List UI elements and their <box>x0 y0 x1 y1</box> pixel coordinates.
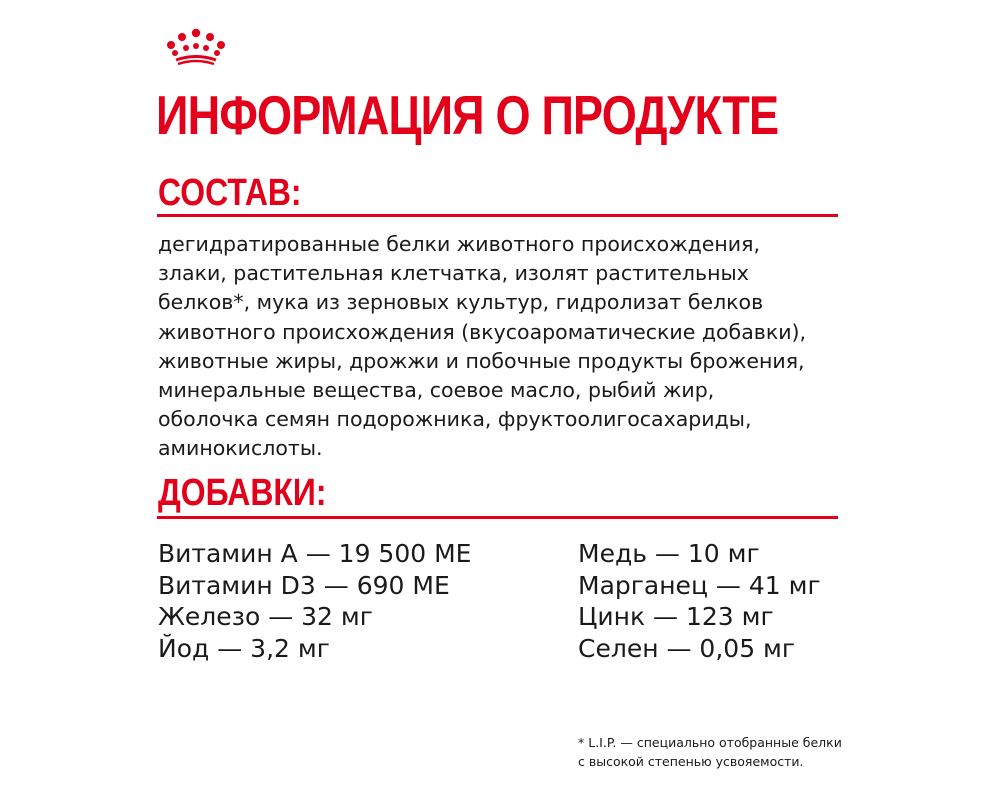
additive-item: Железо — 32 мг <box>158 602 373 631</box>
composition-line: животные жиры, дрожжи и побочные продукты брожения, <box>158 348 805 373</box>
additive-item: Йод — 3,2 мг <box>158 633 330 663</box>
crown-icon <box>162 24 230 66</box>
composition-line: оболочка семян подорожника, фруктоолигосахариды, <box>158 407 752 432</box>
additive-item: Марганец — 41 мг <box>578 570 821 600</box>
composition-line: белков*, мука из зерновых культур, гидролизат белков <box>158 290 764 315</box>
composition-line: аминокислоты. <box>158 436 323 461</box>
composition-text <box>158 230 848 464</box>
additive-item: Медь — 10 мг <box>578 539 760 568</box>
composition-line: минеральные вещества, соевое масло, рыбий жир, <box>158 378 715 403</box>
additives-divider <box>157 516 838 519</box>
composition-heading: СОСТАВ: <box>158 172 302 214</box>
additives-heading: ДОБАВКИ: <box>158 472 327 514</box>
page-title: ИНФОРМАЦИЯ О ПРОДУКТЕ <box>156 84 779 146</box>
additive-item: Селен — 0,05 мг <box>578 633 796 663</box>
footnote-line: с высокой степенью усвояемости. <box>578 754 804 769</box>
footnote <box>578 733 842 771</box>
composition-line: злаки, растительная клетчатка, изолят растительных <box>158 261 749 286</box>
composition-line: дегидратированные белки животного происхождения, <box>158 232 760 256</box>
footnote-line: * L.I.P. — специально отобранные белки <box>578 735 842 750</box>
additives-left-column <box>158 538 471 664</box>
additive-item: Цинк — 123 мг <box>578 602 774 631</box>
composition-line: животного происхождения (вкусоароматические добавки), <box>158 319 807 344</box>
additives-right-column <box>578 538 821 664</box>
additive-item: Витамин А — 19 500 МЕ <box>158 539 472 568</box>
additive-item: Витамин D3 — 690 МЕ <box>158 570 450 600</box>
composition-divider <box>157 214 838 217</box>
